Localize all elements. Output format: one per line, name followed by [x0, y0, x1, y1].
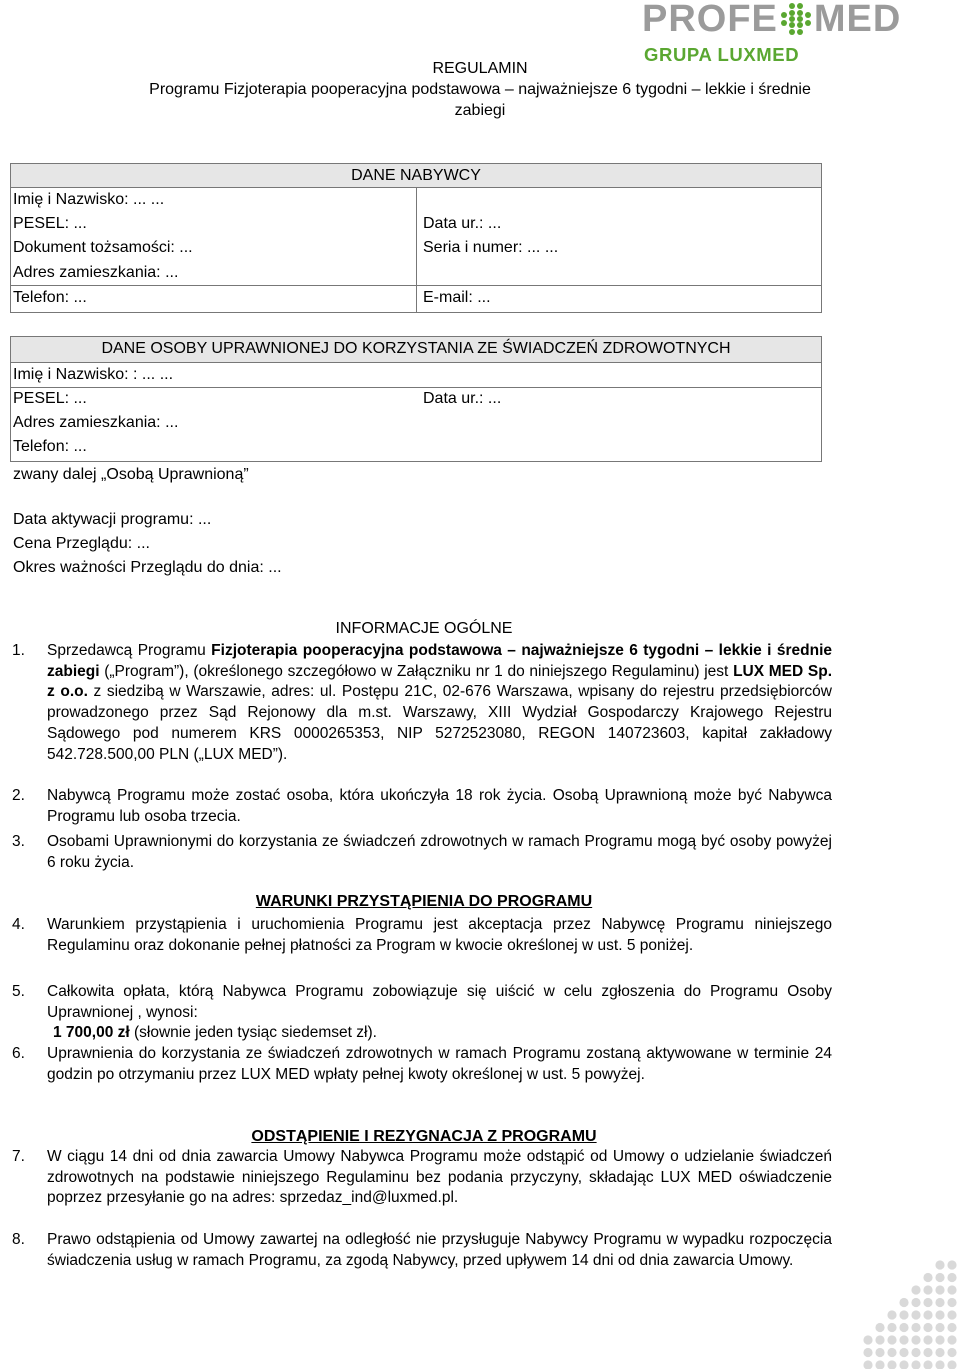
section-title-general: INFORMACJE OGÓLNE [335, 620, 513, 637]
buyer-address-field: Adres zamieszkania: ... [13, 264, 179, 281]
beneficiary-address-field: Adres zamieszkania: ... [13, 414, 179, 431]
clause-number: 5. [12, 983, 25, 1000]
fee-amount-line: 1 700,00 zł (słownie jeden tysiąc siedemset zł). [53, 1024, 377, 1042]
buyer-id-series-field: Seria i numer: ... ... [423, 239, 559, 256]
clause-text: Warunkiem przystąpienia i uruchomienia Programu jest akceptacja przez Nabywcę Programu niniejszego Regulaminu oraz dokonanie pełnej płatności za Program w kwocie określonej w ust. 5 poniżej. [47, 916, 832, 954]
title-line-3: zabiegi [454, 102, 506, 119]
clause-text: Uprawnienia do korzystania ze świadczeń zdrowotnych w ramach Programu zostaną aktywowane w terminie 24 godzin po otrzymaniu przez LUX MED wpłaty pełnej kwoty określonej w ust. 5 powyżej. [47, 1045, 832, 1083]
clause-6 [12, 1044, 832, 1085]
buyer-name-field: Imię i Nazwisko: ... ... [13, 191, 165, 208]
clause-number: 8. [12, 1231, 25, 1248]
clause-number: 4. [12, 916, 25, 933]
buyer-pesel-field: PESEL: ... [13, 215, 87, 232]
clause-text: Sprzedawcą Programu Fizjoterapia pooperacyjna podstawowa – najważniejsze 6 tygodni – lekkie i średnie zabiegi („Program”), (określonego szczegółowo w Załączniku nr 1 do niniejszego Regulaminu) jest LUX MED Sp. z o.o. z siedzibą w Warszawie, adres: ul. Postępu 21C, 02-676 Warszawa, wpisany do rejestru przedsiębiorców prowadzonego przez Sąd Rejonowy dla m.st. Warszawy, XIII Wydział Gospodarczy Krajowego Rejestru Sądowego pod numerem KRS 0000265353, NIP 5272523080, REGON 140723603, kapitał zakładowy 542.728.500,00 PLN („LUX MED”). [47, 642, 833, 763]
buyer-dob-field: Data ur.: ... [423, 215, 502, 232]
medical-cross-icon [779, 2, 813, 36]
clause-text: W ciągu 14 dni od dnia zawarcia Umowy Nabywca Programu może odstąpić od Umowy o udzielanie świadczeń zdrowotnych na podstawie niniejszego Regulaminu bez podania przyczyny, składając LUX MED oświadczenie poprzez przesyłanie go na adres: sprzedaz_ind@luxmed.pl. [47, 1148, 832, 1207]
fee-amount: 1 700,00 zł [53, 1024, 130, 1042]
clause-3 [12, 832, 832, 873]
section-title-conditions: WARUNKI PRZYSTĄPIENIA DO PROGRAMU [255, 893, 593, 910]
clause-1 [12, 641, 832, 765]
beneficiary-name-field: Imię i Nazwisko: : ... ... [13, 366, 174, 383]
logo-group-text: GRUPA LUXMED [644, 44, 800, 65]
clause-number: 6. [12, 1045, 25, 1062]
clause-text: Całkowita opłata, którą Nabywca Programu zobowiązuje się uiścić w celu zgłoszenia do Programu Osoby Uprawnionej , wynosi: [47, 983, 832, 1021]
clause-text: Osobami Uprawnionymi do korzystania ze świadczeń zdrowotnych w ramach Programu mogą być osoby powyżej 6 roku życia. [47, 833, 832, 871]
logo-wordmark [642, 0, 901, 38]
beneficiary-phone-field: Telefon: ... [13, 438, 87, 455]
buyer-id-document-field: Dokument tożsamości: ... [13, 239, 193, 256]
clause-8 [12, 1230, 832, 1271]
beneficiary-table-header: DANE OSOBY UPRAWNIONEJ DO KORZYSTANIA ZE ŚWIADCZEŃ ZDROWOTNYCH [11, 337, 821, 363]
clause-number: 3. [12, 833, 25, 850]
beneficiary-designation: zwany dalej „Osobą Uprawnioną” [13, 466, 249, 483]
activation-date-field: Data aktywacji programu: ... [13, 511, 212, 528]
review-validity-field: Okres ważności Przeglądu do dnia: ... [13, 559, 282, 576]
buyer-data-table [10, 163, 822, 313]
clause-text: Nabywcą Programu może zostać osoba, która ukończyła 18 rok życia. Osobą Uprawnioną może być Nabywca Programu lub osoba trzecia. [47, 787, 832, 825]
title-line-1: REGULAMIN [432, 60, 528, 77]
clause-7 [12, 1147, 832, 1209]
section-title-withdrawal: ODSTĄPIENIE I REZYGNACJA Z PROGRAMU [251, 1128, 597, 1145]
clause-number: 2. [12, 787, 25, 804]
clause-text: Prawo odstąpienia od Umowy zawartej na odległość nie przysługuje Nabywcy Programu w wypadku rozpoczęcia świadczenia usług w ramach Programu, za zgodą Nabywcy, przed upływem 14 dni od dnia zawarcia Umowy. [47, 1231, 832, 1269]
clause-5 [12, 982, 832, 1044]
buyer-phone-field: Telefon: ... [13, 289, 87, 306]
logo-text-med: MED [813, 0, 902, 40]
beneficiary-data-table [10, 336, 822, 462]
beneficiary-pesel-field: PESEL: ... [13, 390, 87, 407]
clause-number: 1. [12, 642, 25, 659]
buyer-table-header: DANE NABYWCY [11, 164, 821, 188]
clause-number: 7. [12, 1148, 25, 1165]
document-title [0, 58, 960, 121]
buyer-email-field: E-mail: ... [423, 289, 491, 306]
title-line-2: Programu Fizjoterapia pooperacyjna podstawowa – najważniejsze 6 tygodni – lekkie i średnie [149, 81, 811, 98]
review-price-field: Cena Przeglądu: ... [13, 535, 150, 552]
logo-text-profe: PROFE [642, 0, 778, 40]
beneficiary-dob-field: Data ur.: ... [423, 390, 502, 407]
clause-4 [12, 915, 832, 956]
clause-2 [12, 786, 832, 827]
decorative-dots-icon [860, 1257, 960, 1369]
